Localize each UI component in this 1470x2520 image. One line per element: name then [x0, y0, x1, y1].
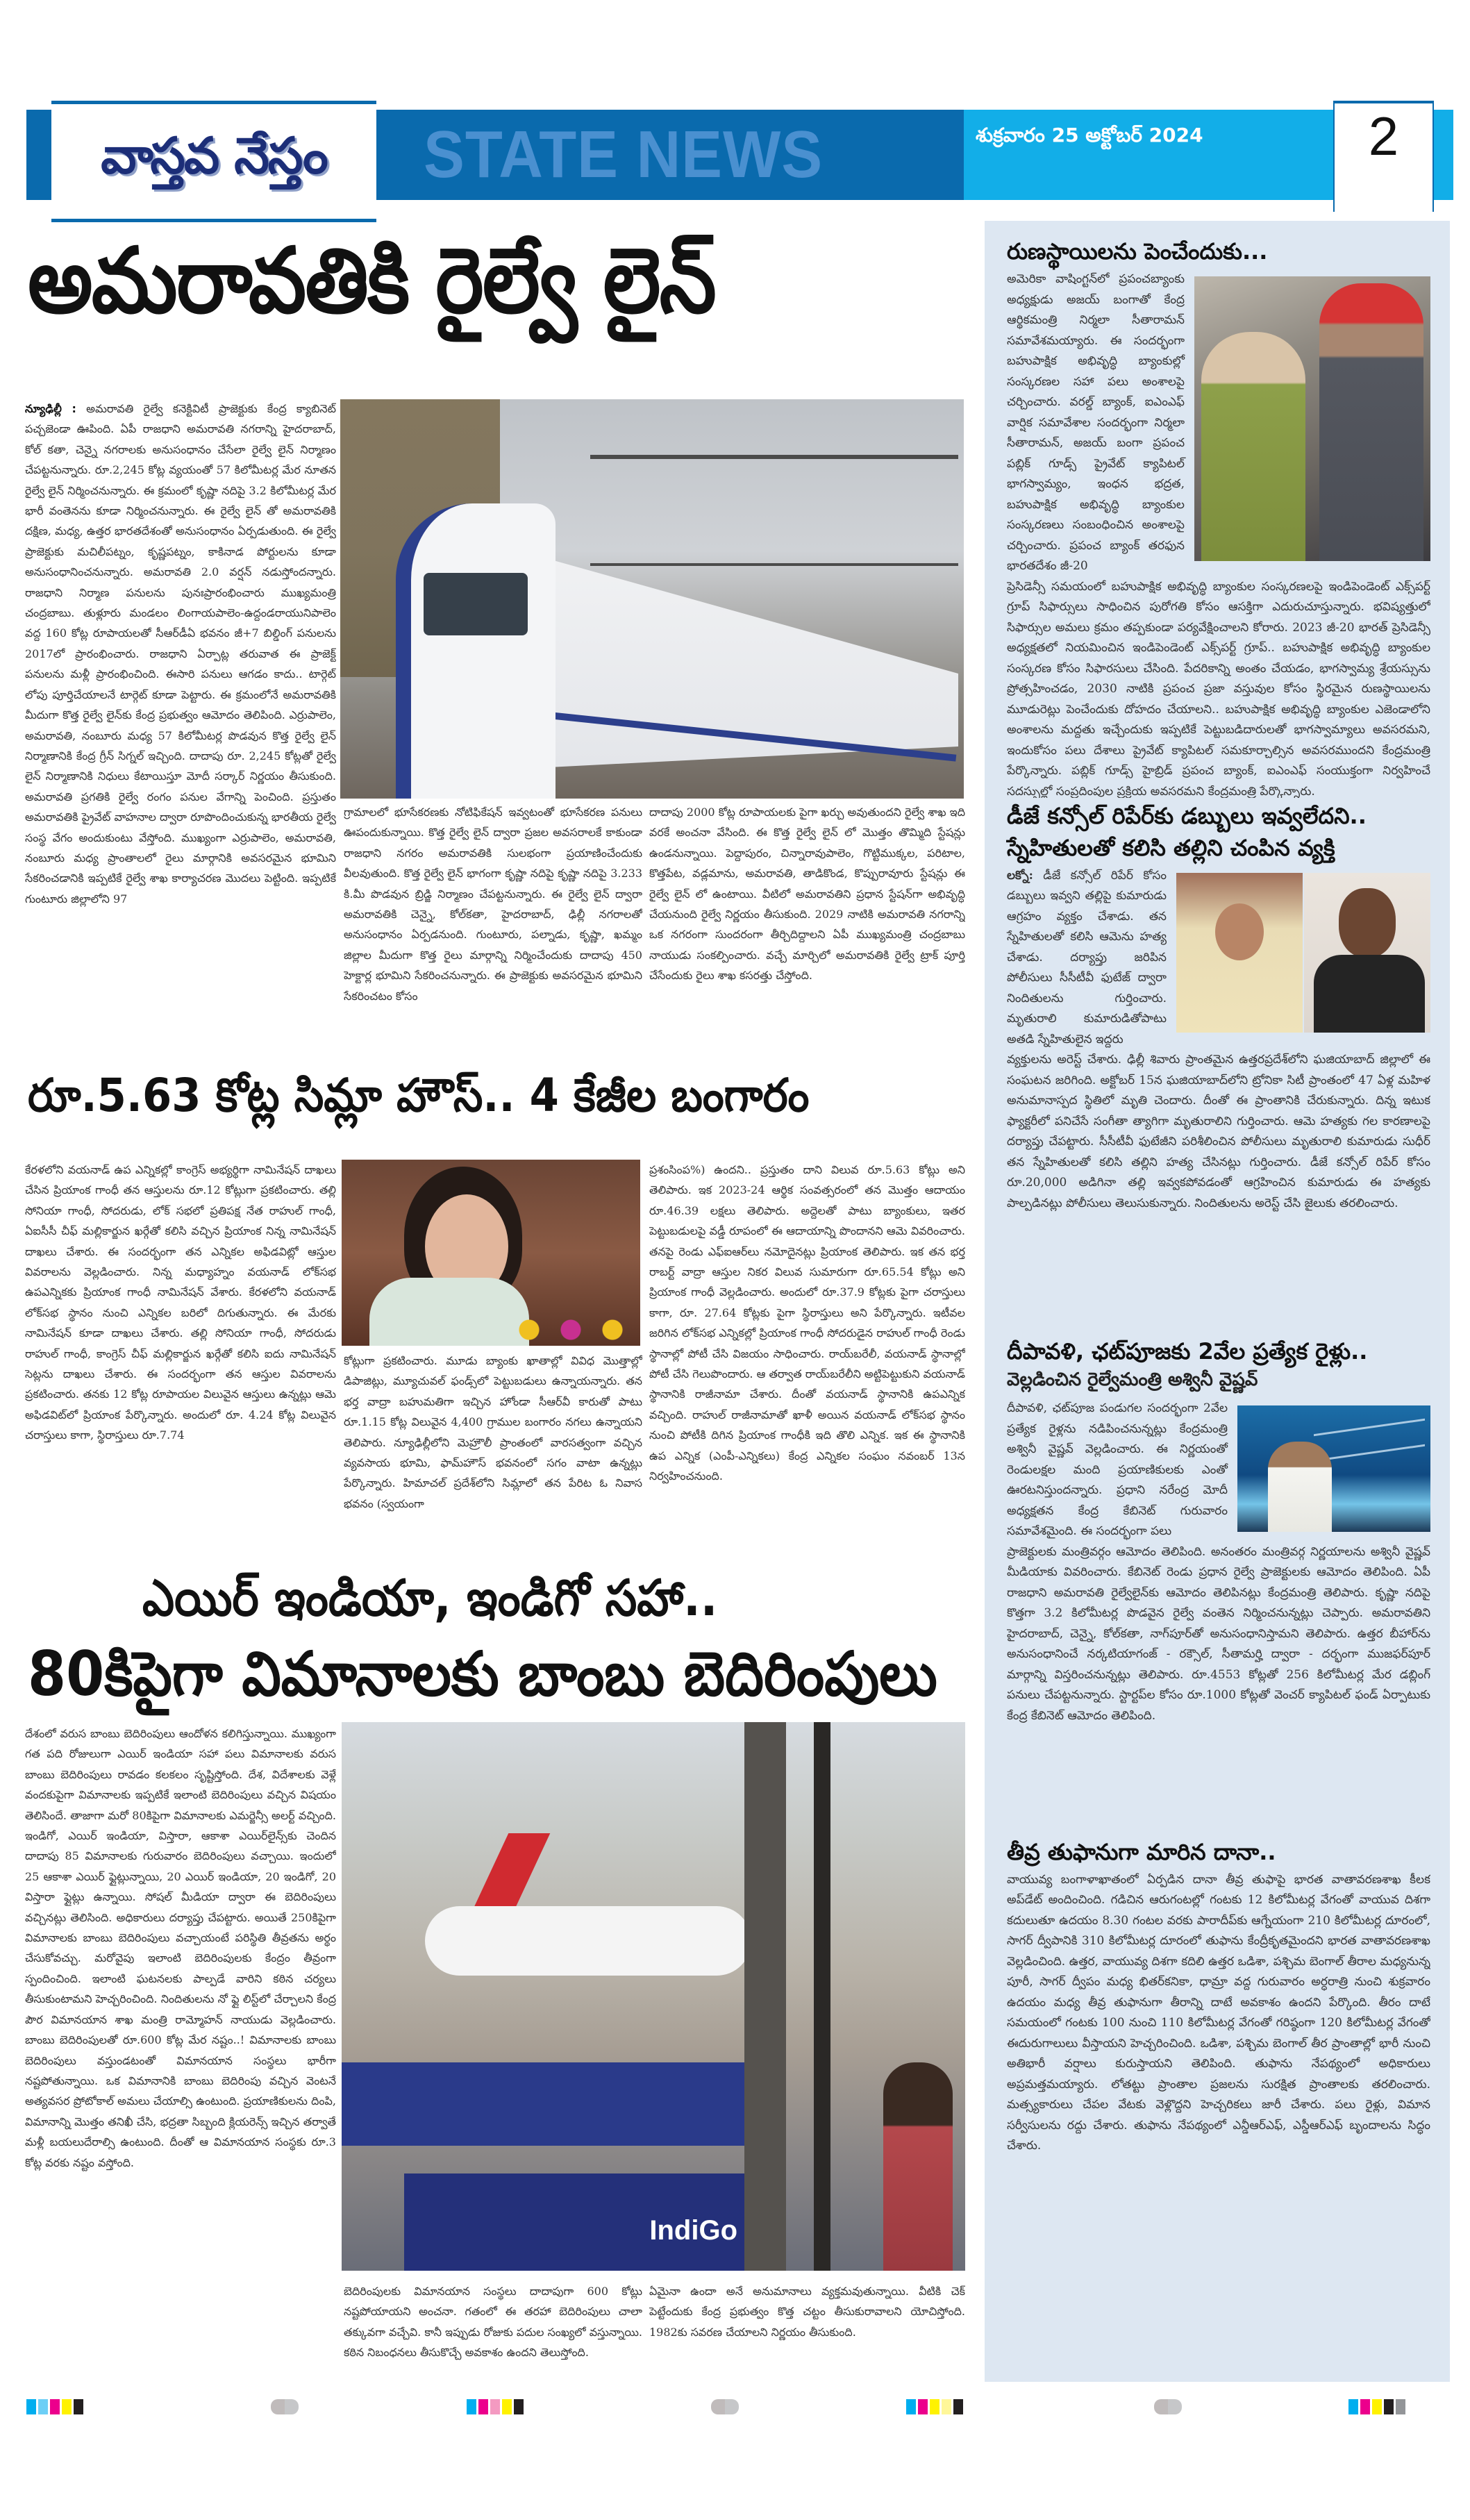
color-swatch	[514, 2399, 524, 2414]
color-swatch	[478, 2399, 488, 2414]
sidebar-text-dj-full: వ్యక్తులను అరెస్ట్ చేశారు. ఢిల్లీ శివారు ప్రాంతమైన ఉత్తరప్రదేశ్‌లోని ఘజియాబాద్ జిల్లాలో ఈ సంఘటన జరిగింది. అక్టోబర్ 15న ఘజియాబాద్‌లోని ట్రోనికా సిటీ ప్రాంతంలో 47 ఏళ్ల మహిళ అనుమానాస్పద స్థితిలో మృతి చెందారు. దీంతో ఈ ప్రాంతానికి చేరుకున్నారు. దిన్న ఇటుక ఫ్యాక్టరీలో పనిచేసే సంగీతా త్యాగిగా మృతురాలిని గుర్తించారు. ఆమె హత్యకు గల కారణాలపై దర్యాప్తు చేపట్టారు. సీసీటీవీ ఫుటేజీని పరిశీలించిన పోలీసులు మృతురాలి కుమారుడు సుధీర్ తన స్నేహితులతో కలిసి తల్లిని హత్య చేసినట్లు గుర్తించారు. డీజే కన్సోల్ రిపేర్ కోసం రూ.20,000 అడిగినా తల్లి ఇవ్వకపోవడంతో ఆగ్రహించిన కుమారుడు ఈ హత్యకు పాల్పడినట్లు పోలీసులు తెలుసుకున్నారు. నిందితులను అరెస్ట్ చేసి జైలుకు తరలించారు.	[1007, 1053, 1430, 1210]
logo-text: వాస్తవ నేస్తం	[101, 126, 327, 185]
sidebar-text-trains-wrap: దీపావళి, ఛట్‌పూజ పండుగల సందర్భంగా 2వేల ప్రత్యేక రైళ్లను నడిపించనున్నట్లు కేంద్రమంత్రి అశ్వినీ వైష్ణవ్ వెల్లడించారు. ఈ నిర్ణయంతో రెండులక్షల మంది ప్రయాణికులకు ఎంతో ఊరటనిస్తుందన్నారు. ప్రధాని నరేంద్ర మోదీ అధ్యక్షతన కేంద్ర కేబినెట్ గురువారం సమావేశమైంది. ఈ సందర్భంగా పలు	[1007, 1401, 1228, 1538]
color-swatch	[1372, 2399, 1382, 2414]
color-swatch	[490, 2399, 500, 2414]
dateline: లక్నో:	[1007, 868, 1033, 883]
color-swatch	[38, 2399, 48, 2414]
color-swatch	[1360, 2399, 1370, 2414]
color-registration-bar	[26, 2399, 83, 2414]
color-registration-bar	[467, 2399, 524, 2414]
color-swatch	[1396, 2399, 1405, 2414]
sidebar-headline-special-trains: దీపావళి, ఛట్‌పూజకు 2వేల ప్రత్యేక రైళ్లు..	[1007, 1338, 1368, 1365]
color-registration-bar	[1348, 2399, 1405, 2414]
article-amaravati-col3: దాదాపు 2000 కోట్ల రూపాయలకు పైగా ఖర్చు అవుతుందని రైల్వే శాఖ ఇది వరకే అంచనా వేసింది. ఈ కొత్త రైల్వే లైన్ లో మొత్తం తొమ్మిది స్టేషన్లు ఉండనున్నాయి. పెద్దాపురం, చిన్నారావుపాలెం, గొట్టిముక్కల, పరిటాల, కొత్తపేట, వడ్లమాను, అమరావతి, తాడికొండ, కొప్పురావూరు స్టేషన్లు ఈ రైల్వే లైన్ లో ఉంటాయి. వీటిలో అమరావతిని ప్రధాన స్టేషన్‌గా అభివృద్ధి చేయనుంది రైల్వే నిర్ణయం తీసుకుంది. 2029 నాటికి అమరావతి నగరాన్ని ఒక నగరంగా సుందరంగా తీర్చిదిద్దాలని ఏపీ ముఖ్యమంత్రి చంద్రబాబు నాయుడు సంకల్పించారు. వచ్చే మార్చిలో అమరావతికి రైల్వే ట్రాక్ పూర్తి చేసేందుకు రైలు శాఖ కసరత్తు చేస్తోంది.	[649, 806, 965, 983]
accused-photo	[1304, 873, 1430, 1033]
article-bomb-threats-col3: ఏమైనా ఉందా అనే అనుమానాలు వ్యక్తమవుతున్నాయి. వీటికి చెక్ పెట్టేందుకు కేంద్ర ప్రభుత్వం కొత్త చట్టం తీసుకురావాలని యోచిస్తోంది. 1982కు సవరణ చేయాలని నిర్ణయం తీసుకుంది.	[649, 2285, 965, 2339]
color-swatch	[906, 2399, 916, 2414]
color-swatch	[26, 2399, 36, 2414]
color-swatch	[50, 2399, 60, 2414]
sidebar-headline-debt: రుణస్థాయిలను పెంచేందుకు...	[1007, 238, 1268, 265]
color-swatch	[74, 2399, 83, 2414]
sidebar-subheadline-mother-killed: స్నేహితులతో కలిసి తల్లిని చంపిన వ్యక్తి	[1007, 834, 1335, 861]
mother-son-photos	[1176, 873, 1430, 1033]
airport-photo: IndiGo	[342, 1722, 965, 2271]
article-bomb-threats-col1: దేశంలో వరుస బాంబు బెదిరింపులు ఆందోళన కలిగిస్తున్నాయి. ముఖ్యంగా గత పది రోజులుగా ఎయిర్ ఇండియా సహా పలు విమానాలకు వరుస బాంబు బెదిరింపులు రావడం కలకలం సృష్టిస్తోంది. దేశ, విదేశాలకు వెళ్లే వందకుపైగా విమానాలకు ఇప్పటికే ఇలాంటి బెదిరింపులు వచ్చిన విషయం తెలిసిందే. తాజాగా మరో 80కిపైగా విమానాలకు ఎమర్జెన్సీ అలర్ట్ వచ్చింది. ఇండిగో, ఎయిర్ ఇండియా, విస్తారా, ఆకాశా ఎయిర్‌లైన్స్‌కు చెందిన దాదాపు 85 విమానాలకు గురువారం బెదిరింపులు వచ్చాయి. ఇందులో 25 ఆకాశా ఎయిర్ ఫ్లైట్లున్నాయి, 20 ఎయిర్ ఇండియా, 20 ఇండిగో, 20 విస్తారా ఫ్లైట్లు ఉన్నాయి. సోషల్ మీడియా ద్వారా ఈ బెదిరింపులు వచ్చినట్లు తెలిసింది. అధికారులు దర్యాప్తు చేపట్టారు. అయితే 250కిపైగా విమానాలకు బాంబు బెదిరింపులు వచ్చాయంటే పరిస్థితి తీవ్రతను అర్థం చేసుకోవచ్చు. మరోవైపు ఇలాంటి బెదిరింపులకు కేంద్రం తీవ్రంగా స్పందించింది. ఇలాంటి ఘటనలకు పాల్పడే వారిని కఠిన చర్యలు తీసుకుంటామని హెచ్చరించింది. నిందితులను నో ఫ్లై లిస్ట్‌లో చేర్చాలని కేంద్ర పౌర విమానయాన శాఖ మంత్రి రామ్మోహన్ నాయుడు వెల్లడించారు. బాంబు బెదిరింపులతో రూ.600 కోట్ల మేర నష్టం..! విమానాలకు బాంబు బెదిరింపులు వస్తుండటంతో విమానయాన సంస్థలు భారీగా నష్టపోతున్నాయి. ఒక విమానానికి బాంబు బెదిరింపు వచ్చిన వెంటనే అత్యవసర ప్రోటోకాల్ అమలు చేయాల్సి ఉంటుంది. ప్రయాణికులను దింపి, విమానాన్ని మొత్తం తనిఖీ చేసి, భద్రతా సిబ్బంది క్లియరెన్స్ ఇచ్చిన తర్వాతే మళ్లీ బయలుదేరాల్సి ఉంటుంది. దీంతో ఆ విమానయాన సంస్థకు రూ.3 కోట్ల వరకు నష్టం వస్తోంది.	[25, 1727, 336, 2169]
sidebar-text-cyclone: వాయువ్య బంగాళాఖాతంలో ఏర్పడిన దానా తీవ్ర తుఫాపై భారత వాతావరణశాఖ కీలక అప్‌డేట్ అందించింది. గడిచిన ఆరుగంటల్లో గంటకు 12 కిలోమీటర్ల వేగంతో వాయువ దిశగా కదులుతూ ఉదయం 8.30 గంటల వరకు పారాదీప్‌కు ఆగ్నేయంగా 210 కిలోమీటర్ల దూరంలో, సాగర్ ద్వీపానికి 310 కిలోమీటర్ల దూరంలో తుఫాను కేంద్రీకృతమైందని భారత వాతావరణశాఖ వెల్లడించింది. ఉత్తర, వాయువ్య దిశగా కదిలి ఉత్తర ఒడిశా, పశ్చిమ బెంగాల్ తీరాల మధ్యనున్న పూరీ, సాగర్ ద్వీపం మధ్య భితర్‌కనికా, ధామ్రా వద్ద గురువారం అర్ధరాత్రి నుంచి శుక్రవారం ఉదయం మధ్య తీవ్ర తుఫానుగా తీరాన్ని దాటే అవకాశం ఉందని పేర్కొంది. తీరం దాటే సమయంలో గంటకు 100 నుంచి 110 కిలోమీటర్ల వేగంతో గరిష్ఠంగా 120 కిలోమీటర్ల వేగంతో ఈదురుగాలులు వీస్తాయని హెచ్చరించింది. ఒడిశా, పశ్చిమ బెంగాల్ తీర ప్రాంతాల్లో భారీ నుంచి అతిభారీ వర్షాలు కురుస్తాయని తెలిపింది. తుఫాను నేపథ్యంలో అధికారులు అప్రమత్తమయ్యారు. లోతట్టు ప్రాంతాల ప్రజలను సురక్షిత ప్రాంతాలకు తరలించారు. మత్స్యకారులు చేపల వేటకు వెళ్లొద్దని హెచ్చరికలు జారీ చేశారు. పలు రైళ్లు, విమాన సర్వీసులను రద్దు చేశారు. తుఫాను నేపథ్యంలో ఎన్డీఆర్ఎఫ్, ఎస్డీఆర్ఎఫ్ బృందాలను సిద్ధం చేశారు.	[1007, 1872, 1430, 2153]
color-registration-bar	[906, 2399, 963, 2414]
sidebar-text-trains-full: ప్రాజెక్టులకు మంత్రివర్గం ఆమోదం తెలిపింది. అనంతరం మంత్రివర్గ నిర్ణయాలను అశ్వినీ వైష్ణవ్ మీడియాకు వివరించారు. కేబినెట్ రెండు ప్రధాన రైల్వే ప్రాజెక్టులకు ఆమోదం తెలిపింది. ఏపీ రాజధాని అమరావతి రైల్వేలైన్‌కు ఆమోదం తెలిపినట్లు కేంద్రమంత్రి తెలిపారు. కృష్ణా నదిపై కొత్తగా 3.2 కిలోమీటర్ల పొడవైన రైల్వే వంతెన నిర్మించనున్నట్లు చెప్పారు. అమరావతిని హైదరాబాద్, చెన్నై, కోల్‌కతా, నాగ్‌పూర్‌తో అనుసంధానిస్తామని తెలిపారు. ఉత్తర బీహార్‌ను అనుసంధానించే నర్కటియాగంజ్ - రక్సౌల్, సీతామర్హి ద్వారా - దర్భంగా ముజఫర్‌పూర్ మార్గాన్ని విస్తరించనున్నట్లు తెలిపారు. రూ.4553 కోట్లతో 256 కిలోమీటర్ల మేర డబ్లింగ్ పనులు చేపట్టనున్నారు. స్టార్టప్‌ల కోసం రూ.1000 కోట్లతో వెంచర్ క్యాపిటల్ ఫండ్ ఏర్పాటుకు కేంద్ర కేబినెట్ ఆమోదం తెలిపింది.	[1007, 1544, 1430, 1723]
headline-bomb-threats-line1: ఎయిర్ ఇండియా, ఇండిగో సహా..	[142, 1569, 718, 1627]
article-priyanka-col1: కేరళలోని వయనాడ్ ఉప ఎన్నికల్లో కాంగ్రెస్ అభ్యర్థిగా నామినేషన్ దాఖలు చేసిన ప్రియాంక గాంధీ తన ఆస్తులను రూ.12 కోట్లుగా ప్రకటించారు. తల్లి సోనియా గాంధీ, సోదరుడు, లోక్ సభలో ప్రతిపక్ష నేత రాహుల్ గాంధీ, ఏఐసీసీ చీఫ్ మల్లికార్జున ఖర్గేతో కలిసి వచ్చిన ప్రియాంక నిన్న నామినేషన్ దాఖలు చేశారు. ఈ సందర్భంగా తన ఎన్నికల అఫిడవిట్లో ఆస్తుల వివరాలను వెల్లడించారు. నిన్న మధ్యాహ్నం వయనాడ్ లోక్‌సభ ఉపఎన్నికకు ప్రియాంక గాంధీ నామినేషన్ వేశారు. కేరళలోని వయనాడ్ లోక్‌సభ స్థానం నుంచి ఎన్నికల బరిలో దిగుతున్నారు. ఈ మేరకు నామినేషన్ కూడా దాఖలు చేశారు. తల్లి సోనియా గాంధీ, సోదరుడు రాహుల్ గాంధీ, కాంగ్రెస్ చీఫ్ మల్లికార్జున ఖర్గేతో కలిసి ఐదు నామినేషన్ సెట్లను దాఖలు చేశారు. ఈ సందర్భంగా తన ఆస్తుల వివరాలను ప్రకటించారు. తనకు 12 కోట్ల రూపాయల విలువైన ఆస్తులు ఉన్నట్లు ఆమె అఫిడవిట్‌లో ప్రియాంక పేర్కొన్నారు. అందులో రూ. 4.24 కోట్ల విలువైన చరాస్తులు కాగా, స్థిరాస్తులు రూ.7.74	[25, 1163, 336, 1442]
color-swatch	[62, 2399, 72, 2414]
sitharaman-banga-photo	[1194, 276, 1430, 561]
dateline: న్యూఢిల్లీ :	[25, 402, 76, 415]
sidebar-text-debt-wrap: అమెరికా వాషింగ్టన్‌లో ప్రపంచబ్యాంకు అధ్యక్షుడు అజయ్ బంగాతో కేంద్ర ఆర్థికమంత్రి నిర్మలా సీతారామన్ సమావేశమయ్యారు. ఈ సందర్భంగా బహుపాక్షిక అభివృద్ధి బ్యాంకుల్లో సంస్కరణల సహా పలు అంశాలపై చర్చించారు. వరల్డ్ బ్యాంక్, ఐఎంఎఫ్ వార్షిక సమావేశాల సందర్భంగా నిర్మలా సీతారామన్, అజయ్ బంగా ప్రపంచ పబ్లిక్ గూడ్స్ ప్రైవేట్ క్యాపిటల్ భాగస్వామ్యం, ఇంధన భద్రత, బహుపాక్షిక అభివృద్ధి బ్యాంకుల సంస్కరణలు సంబంధించిన అంశాలపై చర్చించారు. ప్రపంచ బ్యాంక్ తరఫున భారతదేశం జీ-20	[1007, 272, 1185, 573]
headline-bomb-threats-line2: 80కిపైగా విమానాలకు బాంబు బెదిరింపులు	[28, 1638, 937, 1710]
sidebar-subheadline-vaishnaw: వెల్లడించిన రైల్వేమంత్రి అశ్వినీ వైష్ణవ్	[1007, 1369, 1258, 1390]
color-swatch	[930, 2399, 939, 2414]
page-number-box	[1333, 101, 1434, 212]
article-amaravati-col2: గ్రామాలలో భూసేకరణకు నోటిఫికేషన్ ఇవ్వటంతో భూసేకరణ పనులు ఊపందుకున్నాయి. కొత్త రైల్వే లైన్ ద్వారా ప్రజల అవసరాలకే కాకుండా రాజధాని నగరం అమరావతికి సులభంగా ప్రయాణించేందుకు వీలవుతుంది. కొత్త రైల్వే లైన్ భాగంగా కృష్ణా నదిపై కృష్ణా నదిపై 3.233 కి.మీ పొడవున బ్రిడ్జి నిర్మాణం చేపట్టనున్నారు. ఈ రైల్వే లైన్ ద్వారా అమరావతికి చెన్నై, కోల్‌కతా, హైదరాబాద్, ఢిల్లీ నగరాలతో అనుసంధానం ఏర్పడనుంది. గుంటూరు, పల్నాడు, కృష్ణా, ఖమ్మం జిల్లాల మీదుగా కొత్త రైలు మార్గాన్ని నిర్మించేందుకు దాదాపు 450 హెక్టార్ల భూమిని సేకరించనున్నారు. ఈ ప్రాజెక్టుకు అవసరమైన భూమిని సేకరించటం కోసం	[344, 806, 642, 1003]
sidebar-text-debt-full: ప్రెసిడెన్సీ సమయంలో బహుపాక్షిక అభివృద్ధి బ్యాంకుల సంస్కరణలపై ఇండిపెండెంట్ ఎక్స్‌పర్ట్ గ్రూప్ సిఫార్సులు సాధించిన పురోగతి కోసం ఆసక్తిగా ఎదురుచూస్తున్నారు. భవిష్యత్తులో సిఫార్సుల అమలు క్రమం తప్పకుండా పర్యవేక్షించాలని కోరారు. 2023 జీ-20 భారత్ ప్రెసిడెన్సీ అధ్యక్షతలో నియమించిన ఇండిపెండెంట్ ఎక్స్‌పర్ట్ గ్రూప్.. బహుపాక్షిక అభివృద్ధి బ్యాంకుల సంస్కరణ కోసం సిఫారసులు చేసింది. పేదరికాన్ని అంతం చేయడం, భాగస్వామ్య శ్రేయస్సును ప్రోత్సహించడం, 2030 నాటికి ప్రపంచ ప్రజా వస్తువుల కోసం స్థిరమైన రుణస్థాయిలను మూడురెట్లు పెంచేందుకు దోహదం చేయాలని.. బహుపాక్షిక అభివృద్ధి బ్యాంకుల ఎజెండాలోని అంశాలను మద్దతు ఇచ్చేందుకు ఇప్పటికే పెట్టుబడిదారులతో భాగస్వామ్యాలు అవసరమని, ఇందుకోసం పలు దేశాలు ప్రైవేట్ క్యాపిటల్ సమకూర్చాల్సిన అవసరముందని కేంద్రమంత్రి పేర్కొన్నారు. పబ్లిక్ గూడ్స్ హైబ్రిడ్ ప్రపంచ బ్యాంక్, ఐఎంఎఫ్ సంయుక్తంగా నిర్వహించే సదస్సుల్లో సంప్రదింపుల ప్రక్రియ అవసరమని కేంద్రమంత్రి పేర్కొన్నారు.	[1007, 579, 1430, 798]
gray-registration-dot	[271, 2399, 299, 2414]
gray-registration-dot	[1154, 2399, 1182, 2414]
priyanka-gandhi-photo	[342, 1160, 640, 1346]
article-text: డీజే కన్సోల్ రిపేర్ కోసం డబ్బులు ఇవ్వని తల్లిపై కుమారుడు ఆగ్రహం వ్యక్తం చేశాడు. తన స్నేహితులతో కలిసి ఆమెను హత్య చేశాడు. దర్యాప్తు జరిపిన పోలీసులు సీసీటీవీ ఫుటేజ్ ద్వారా నిందితులను గుర్తించారు. మృతురాలి కుమారుడితోపాటు అతడి స్నేహితులైన ఇద్దరు	[1007, 868, 1167, 1046]
article-bomb-threats-col2: బెదిరింపులకు విమానయాన సంస్థలు దాదాపుగా 600 కోట్లు నష్టపోయాయని అంచనా. గతంలో ఈ తరహా బెదిరింపులు చాలా తక్కువగా వచ్చేవి. కానీ ఇప్పుడు రోజుకు పదుల సంఖ్యలో వస్తున్నాయి. కఠిన నిబంధనలు తీసుకొచ్చే అవకాశం ఉందని తెలుస్తోంది.	[344, 2285, 642, 2360]
sidebar-news-column	[985, 221, 1450, 2382]
section-title: STATE NEWS	[424, 117, 824, 192]
sidebar-headline-cyclone-dana: తీవ్ర తుఫానుగా మారిన దానా..	[1007, 1838, 1276, 1865]
color-swatch	[942, 2399, 951, 2414]
victim-photo	[1176, 873, 1303, 1033]
color-swatch	[467, 2399, 476, 2414]
color-swatch	[1348, 2399, 1358, 2414]
page-number: 2	[1368, 106, 1399, 167]
gray-registration-dot	[711, 2399, 739, 2414]
headline-priyanka-assets: రూ.5.63 కోట్ల సిమ్లా హౌస్.. 4 కేజీల బంగారం	[28, 1069, 810, 1122]
color-swatch	[502, 2399, 512, 2414]
vande-bharat-train-photo	[340, 399, 964, 799]
newspaper-logo[interactable]	[51, 101, 376, 222]
headline-amaravati-railway: అమరావతికి రైల్వే లైన్	[28, 228, 716, 333]
sidebar-headline-dj-console: డీజే కన్సోల్ రిపేర్‌కు డబ్బులు ఇవ్వలేదని..	[1007, 802, 1367, 829]
color-swatch	[953, 2399, 963, 2414]
color-swatch	[1384, 2399, 1394, 2414]
article-priyanka-col2: కోట్లుగా ప్రకటించారు. మూడు బ్యాంకు ఖాతాల్లో వివిధ మొత్తాల్లో డిపాజిట్లు, మ్యూచువల్ ఫండ్స్‌లో పెట్టుబడులు ఉన్నాయన్నారు. తన భర్త వాద్రా బహుమతిగా ఇచ్చిన హోండా సీఆర్‌వీ కారుతో పాటు రూ.1.15 కోట్ల విలువైన 4,400 గ్రాముల బంగారం నగలు ఉన్నాయని తెలిపారు. న్యూఢిల్లీలోని మెహ్రౌలీ ప్రాంతంలో వారసత్వంగా వచ్చిన వ్యవసాయ భూమి, ఫామ్‌హౌస్ భవనంలో సగం వాటా ఉన్నట్లు పేర్కొన్నారు. హిమాచల్ ప్రదేశ్‌లోని సిమ్లాలో తన పేరిట ఓ నివాస భవనం (స్వయంగా	[344, 1354, 642, 1510]
article-priyanka-col3: ప్రశంసింప%) ఉందని.. ప్రస్తుతం దాని విలువ రూ.5.63 కోట్లు అని తెలిపారు. ఇక 2023-24 ఆర్థిక సంవత్సరంలో తన మొత్తం ఆదాయం రూ.46.39 లక్షలు తెలిపారు. అద్దెలతో పాటు బ్యాంకులు, ఇతర పెట్టుబడులపై వడ్డీ రూపంలో ఈ ఆదాయాన్ని పొందానని ఆమె వివరించారు. తనపై రెండు ఎఫ్ఐఆర్‌లు నమోదైనట్లు ప్రియాంక తెలిపారు. ఇక తన భర్త రాబర్ట్ వాద్రా ఆస్తుల నికర విలువ సుమారుగా రూ.65.54 కోట్లు అని ప్రియాంక గాంధీ వెల్లడించారు. అందులో రూ.37.9 కోట్లకు పైగా చరాస్తులు కాగా, రూ. 27.64 కోట్లకు పైగా స్థిరాస్తులు అని పేర్కొన్నారు. ఇటీవల జరిగిన లోక్‌సభ ఎన్నికల్లో ప్రియాంక గాంధీ సోదరుడైన రాహుల్ గాంధీ రెండు స్థానాల్లో పోటీ చేసి విజయం సాధించారు. రాయ్‌బరేలీ, వయనాడ్ స్థానాల్లో పోటీ చేసి గెలుపొందారు. ఆ తర్వాత రాయ్‌బరేలీని అట్టిపెట్టుకుని వయనాడ్ స్థానానికి రాజీనామా చేశారు. దీంతో వయనాడ్ స్థానానికి ఉపఎన్నిక వచ్చింది. రాహుల్ రాజీనామాతో ఖాళీ అయిన వయనాడ్ లోక్‌సభ స్థానం నుంచి పోటీకి దిగిన ప్రియాంక గాంధీకి ఇది తొలి ఎన్నిక. ఇక ఈ స్థానానికి ఉప ఎన్నిక (ఎంపీ-ఎన్నికలు) కేంద్ర ఎన్నికల సంఘం నవంబర్ 13న నిర్వహించనుంది.	[649, 1163, 965, 1483]
color-swatch	[918, 2399, 928, 2414]
article-amaravati-col1	[25, 399, 336, 1041]
article-text: అమరావతి రైల్వే కనెక్టివిటీ ప్రాజెక్టుకు కేంద్ర క్యాబినెట్ పచ్చజెండా ఊపింది. ఏపీ రాజధాని అమరావతి నగరాన్ని హైదరాబాద్, కోల్ కతా, చెన్నై నగరాలకు అనుసంధానం చేసేలా రైల్వే లైన్ నిర్మాణం చేపట్టనున్నారు. రూ.2,245 కోట్ల వ్యయంతో 57 కిలోమీటర్ల మేర నూతన రైల్వే లైన్ నిర్మించనున్నారు. ఈ క్రమంలో కృష్ణా నదిపై 3.2 కిలోమీటర్ల మేర భారీ వంతెనను కూడా నిర్మించనున్నారు. ఈ రైల్వే లైన్ తో అమరావతికి దక్షిణ, మధ్య, ఉత్తర భారతదేశంతో అనుసంధానం ఏర్పడుతుంది. ఈ రైల్వే ప్రాజెక్టుకు మచిలీపట్నం, కృష్ణపట్నం, కాకినాడ పోర్టులను కూడా అనుసంధానించనున్నారు. అమరావతి 2.0 వర్షన్ నడుస్తోందన్నారు. రాజధాని నిర్మాణ పనులను పునఃప్రారంభించారు ముఖ్యమంత్రి చంద్రబాబు. తుళ్లూరు మండలం లింగాయపాలెం-ఉద్దండరాయునిపాలెం వద్ద 160 కోట్ల రూపాయలతో సీఆర్‌డీఏ భవనం జీ+7 బిల్డింగ్ పనులను 2017లో ప్రారంభించారు. రాజధాని ఏర్పాట్ల తరువాత ఈ ప్రాజెక్ట్ పనులను మళ్లీ ప్రారంభించింది. ఈసారి పనులు ఆగడం కాదు.. టార్గెట్ లోపు పూర్తిచేయాలనే టార్గెట్ కూడా పెట్టారు. ఈ క్రమంలోనే అమరావతికి మీదుగా కొత్త రైల్వే లైన్‌కు కేంద్ర ప్రభుత్వం ఆమోదం తెలిపింది. ఎర్రుపాలెం, అమరావతి, నంబూరు మధ్య 57 కిలోమీటర్ల పొడవున కొత్త రైల్వే లైన్ నిర్మాణానికి కేంద్ర గ్రీన్ సిగ్నల్ ఇచ్చింది. దాదాపు రూ. 2,245 కోట్లతో రైల్వే లైన్ నిర్మాణానికి నిధులు కేటాయిస్తూ మోదీ సర్కార్ నిర్ణయం తీసుకుంది. అమరావతి ప్రగతికి రైల్వే రంగం పనుల వేగాన్ని పెంచింది. ప్రస్తుతం అమరావతికి ప్రైవేట్ వాహనాల ద్వారా రూపొందించుకున్న భారతీయ రైల్వే సంస్థ వేగం అందుకుంటు వేస్తోంది. ముఖ్యంగా ఎర్రుపాలెం, అమరావతి, నంబూరు మధ్య ప్రాంతాలలో రైలు మార్గానికి అవసరమైన భూమిని సేకరించడానికి ఇప్పటికే రైల్వే శాఖ కార్యాచరణ మొదలు పెట్టింది. ఇప్పటికే గుంటూరు జిల్లాలోని 97	[25, 402, 336, 906]
issue-date: శుక్రవారం 25 అక్టోబర్ 2024	[976, 124, 1203, 147]
ashwini-vaishnaw-photo	[1237, 1405, 1430, 1532]
